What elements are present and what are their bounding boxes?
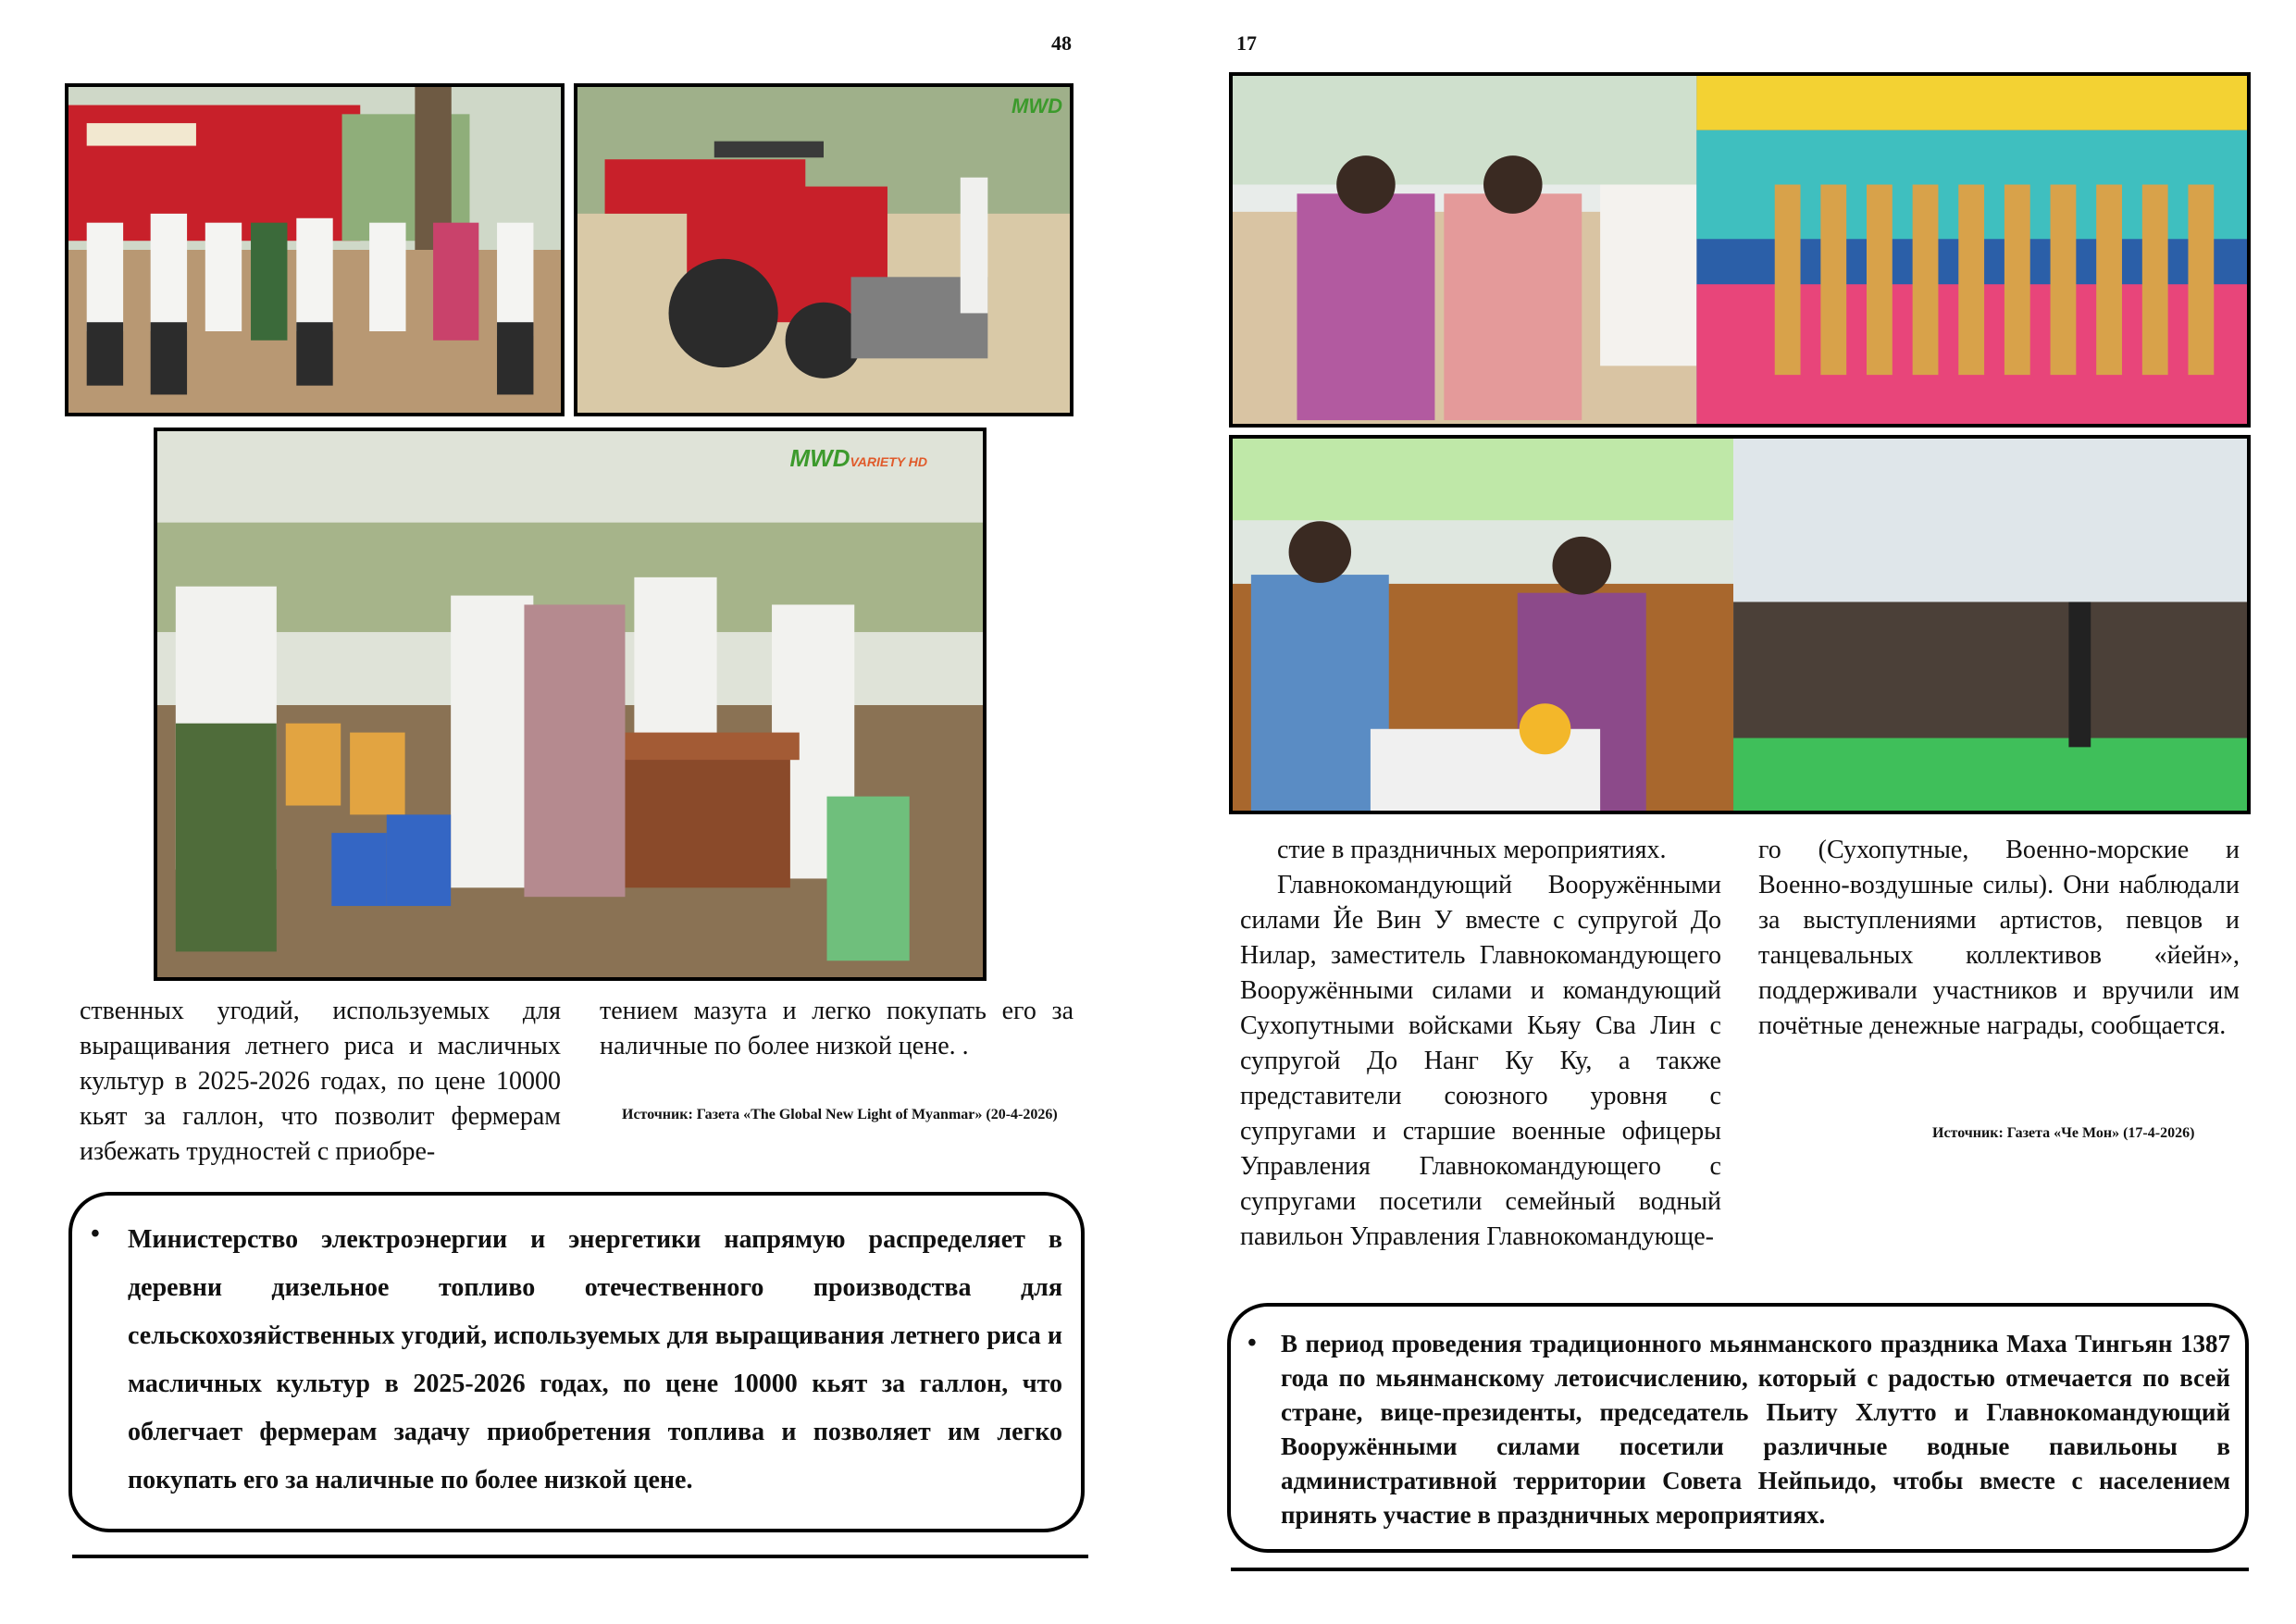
mwd-variety-logo: MWDVARIETY HD xyxy=(789,444,927,472)
photo-fuel-tanker xyxy=(65,83,565,416)
left-article-column-1: ственных угодий, используемых для выращивания летнего риса и масличных культур в 2025-2026 годах, по цене 10000 кьят за галлон, что позволит фермерам избежать трудностей с приобре- xyxy=(80,997,561,1166)
mwd-logo: MWD xyxy=(1011,94,1062,118)
right-article-column-1: стие в праздничных мероприятиях. Главнокомандующий Вооружёнными силами Йе Вин У вместе с супругой До Нилар, заместитель Главнокомандующего Вооружёнными силами и командующий Сухопутными войсками Кьяу Сва Лин с супругой До Нанг Ку Ку, а также представители союзного уровня с супругами и старшие военные офицеры Управления Главнокомандующего с супругами посетили семейный водный павильон Управления Главнокомандующе- xyxy=(1240,836,1721,1251)
bullet-icon: • xyxy=(91,1220,100,1248)
left-summary-text: Министерство электроэнергии и энергетики напрямую распределяет в деревни дизельное топливо отечественного производства для сельскохозяйственных угодий, используемых для выращивания летнего риса и масличных культур в 2025-2026 годах, по цене 10000 кьят за галлон, что облегчает фермерам задачу приобретения топлива и позволяет им легко покупать его за наличные по более низкой цене. xyxy=(128,1225,1062,1494)
left-source-line: Источник: Газета «The Global New Light of Myanmar» (20-4-2026) xyxy=(622,1107,1058,1122)
right-summary-box xyxy=(1227,1303,2249,1553)
bullet-icon: • xyxy=(1247,1329,1257,1357)
right-source-line: Источник: Газета «Че Мон» (17-4-2026) xyxy=(1932,1125,2195,1141)
photo-pavilion-dancers xyxy=(1229,72,2251,428)
right-summary-text: В период проведения традиционного мьянманского праздника Маха Тингьян 1387 года по мьянманскому летоисчислению, который с радостью отмечается по всей стране, вице-президенты, председатель Пьиту Хлутто и Главнокомандующий Вооружёнными силами посетили различные водные павильоны в административной территории Совета Нейпьидо, чтобы вместе с населением принять участие в праздничных мероприятиях. xyxy=(1281,1330,2230,1529)
photo-diesel-distribution xyxy=(154,428,987,981)
right-article-column-2: го (Сухопутные, Военно-морские и Военно-воздушные силы). Они наблюдали за выступлениями артистов, певцов и танцевальных коллективов «йейн», поддерживали участников и вручили им почётные денежные награды, сообщается. xyxy=(1758,836,2240,1040)
left-article-column-2: тением мазута и легко покупать его за наличные по более низкой цене. . xyxy=(600,997,1074,1060)
page-number-left: 48 xyxy=(1051,31,1072,55)
page-number-right: 17 xyxy=(1236,31,1257,55)
photo-red-tractor xyxy=(574,83,1074,416)
photo-officials-concert xyxy=(1229,435,2251,814)
left-bottom-rule xyxy=(72,1555,1088,1558)
left-summary-box xyxy=(68,1192,1085,1532)
right-bottom-rule xyxy=(1231,1568,2249,1571)
